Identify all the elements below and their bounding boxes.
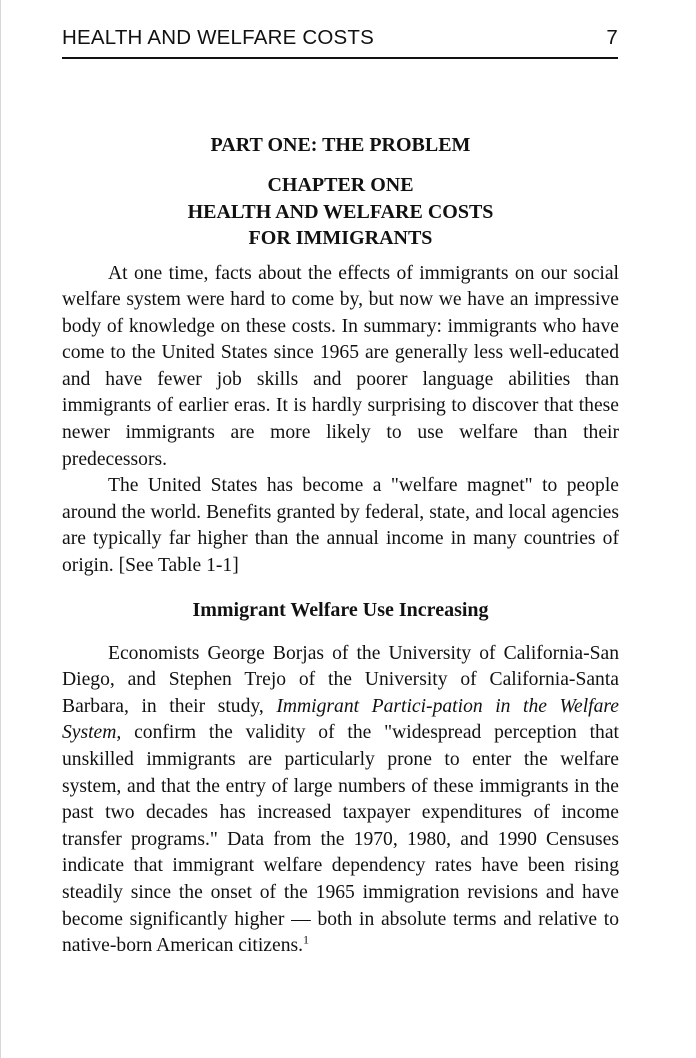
paragraph-3 [62, 641, 619, 960]
paragraph-3-intro: Economists George Borjas of the University of California-San Diego, and Stephen Trejo of the University of California-Santa Barbara, in their study, [62, 642, 619, 717]
footnote-reference: 1 [303, 932, 310, 947]
section-heading: Immigrant Welfare Use Increasing [192, 598, 489, 621]
part-title: PART ONE: THE PROBLEM [210, 134, 471, 156]
paragraph-1: At one time, facts about the effects of immigrants on our social welfare system were hard to come by, but now we have an impressive body of knowledge on these costs. In summary: immigrants who have come to the United States since 1965 are generally less well-educated and have fewer job skills and poorer language abilities than immigrants of earlier eras. It is hardly surprising to discover that these newer immigrants are more likely to use welfare than their predecessors. [62, 262, 619, 470]
running-header [62, 26, 618, 60]
paragraph-2: The United States has become a "welfare magnet" to people around the world. Benefits granted by federal, state, and local agencies are typically far higher than the annual income in many countries of origin. [See Table 1-1] [62, 475, 619, 577]
header-rule [62, 57, 618, 59]
paragraph-3-rest: confirm the validity of the "widespread perception that unskilled immigrants are particularly prone to enter the welfare system, and that the entry of large numbers of these immigrants in the past two decades has increased taxpayer expenditures of income transfer programs." Data from the 1970, 1980, and 1990 Censuses indicate that immigrant welfare dependency rates have been rising steadily since the onset of the 1965 immigration revisions and have become significantly higher — both in absolute terms and relative to native-born American citizens. [62, 722, 619, 957]
page-number: 7 [606, 26, 618, 49]
chapter-title-line-1: HEALTH AND WELFARE COSTS [187, 200, 494, 223]
chapter-heading [62, 172, 619, 252]
chapter-title-line-2: FOR IMMIGRANTS [248, 227, 433, 249]
running-title: HEALTH AND WELFARE COSTS [62, 26, 374, 49]
chapter-number: CHAPTER ONE [267, 174, 414, 196]
page-body [62, 132, 619, 960]
study-title: Immigrant Partici-pation in the Welfare System, [62, 695, 619, 744]
